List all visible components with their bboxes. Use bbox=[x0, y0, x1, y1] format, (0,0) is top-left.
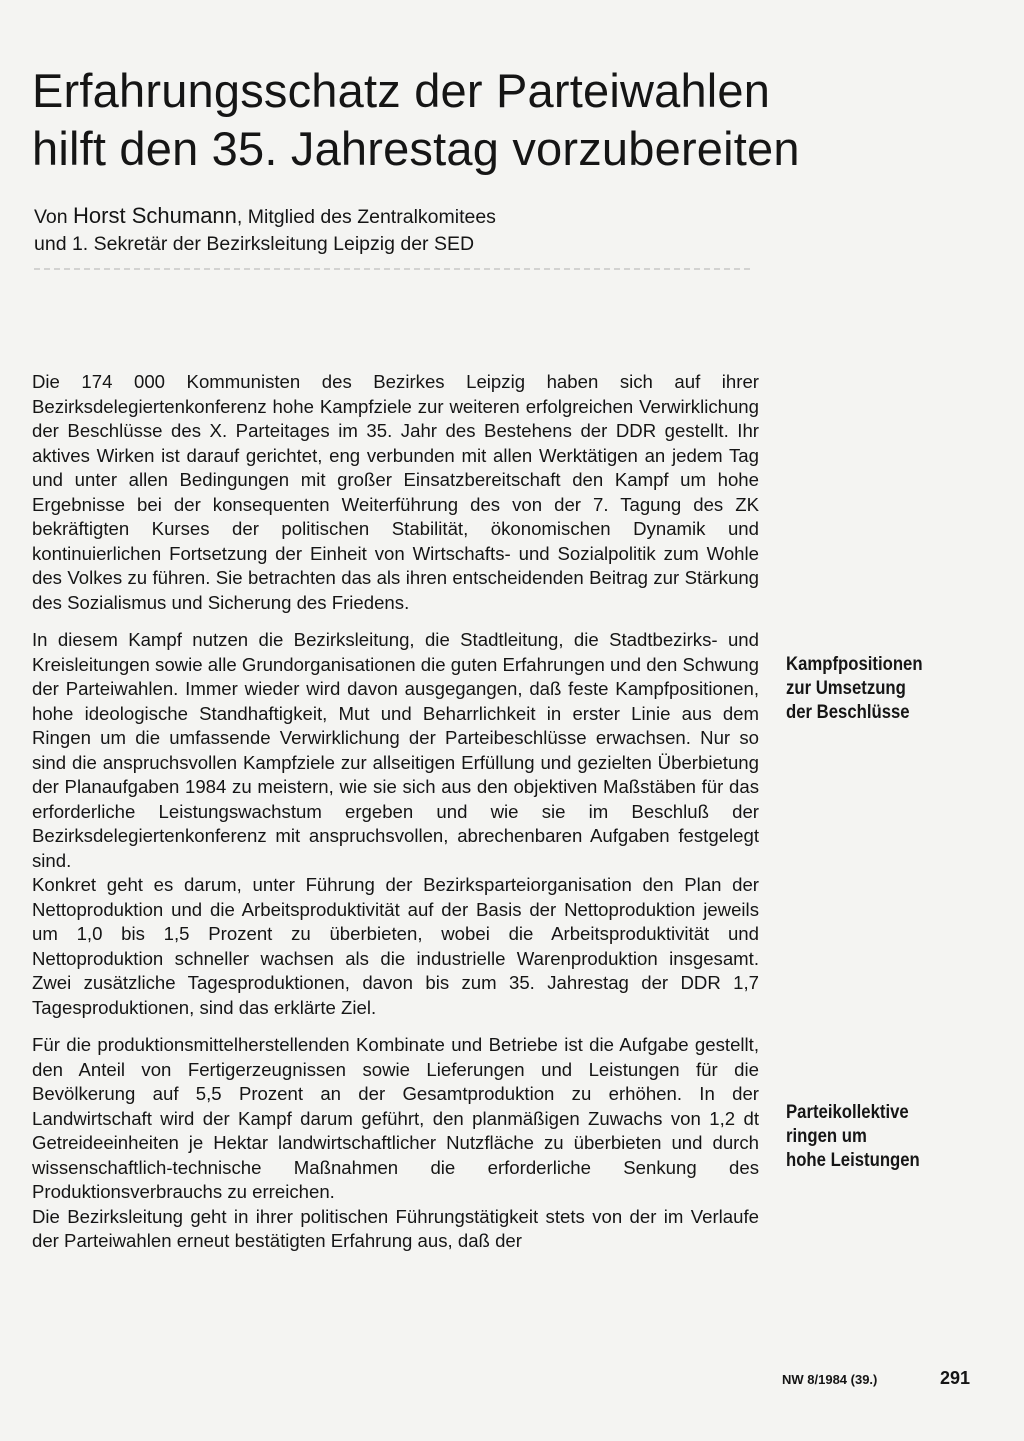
byline-prefix: Von bbox=[34, 206, 68, 228]
header-divider bbox=[34, 268, 754, 270]
sidenote-parteikollektive bbox=[786, 1101, 944, 1173]
sidenote-2-line-1: Parteikollektive bbox=[786, 1102, 909, 1123]
sidenote-1-line-3: der Beschlüsse bbox=[786, 702, 910, 723]
issue-reference: NW 8/1984 (39.) bbox=[782, 1372, 878, 1387]
sidenote-1-line-2: zur Umsetzung bbox=[786, 678, 906, 699]
sidenote-1-line-1: Kampfpositionen bbox=[786, 654, 923, 675]
paragraph-2: In diesem Kampf nutzen die Bezirksleitung, die Stadtleitung, die Stadtbezirks- und Kreisleitungen sowie alle Grundorganisationen die guten Erfahrungen und den Schwung der Parteiwahlen. Immer wieder wird davon ausgegangen, daß feste Kampfpositionen, hohe ideologische Standhaftigkeit, Mut und Beharrlichkeit in erster Linie aus dem Ringen um die umfassende Verwirklichung der Parteibeschlüsse erwachsen. Nur so sind die anspruchsvollen Kampfziele zur allseitigen Erfüllung und gezielten Überbietung der Planaufgaben 1984 zu meistern, wie sie sich aus den objektiven Maßstäben für das erforderliche Leistungswachstum ergeben und wie sie im Beschluß der Bezirksdelegiertenkonferenz mit anspruchsvollen, abrechenbaren Aufgaben festgelegt sind. bbox=[32, 629, 759, 871]
page-number: 291 bbox=[940, 1368, 971, 1388]
article-body bbox=[32, 370, 759, 1254]
title-line-2: hilft den 35. Jahrestag vorzubereiten bbox=[32, 122, 800, 175]
paragraph-3: Konkret geht es darum, unter Führung der Bezirksparteiorganisation den Plan der Nettoproduktion und die Arbeitsproduktivität auf der Basis der Nettoproduktion jeweils um 1,0 bis 1,5 Prozent zu überbieten, wobei die Arbeitsproduktivität und Nettoproduktion schneller wachsen als die industrielle Warenproduktion insgesamt. Zwei zusätzliche Tagesproduktionen, davon bis zum 35. Jahrestag der DDR 1,7 Tagesproduktionen, sind das erklärte Ziel. bbox=[32, 874, 759, 1018]
paragraph-1: Die 174 000 Kommunisten des Bezirkes Leipzig haben sich auf ihrer Bezirksdelegiertenkonferenz hohe Kampfziele zur weiteren erfolgreichen Verwirklichung der Beschlüsse des X. Parteitages im 35. Jahr des Bestehens der DDR gestellt. Ihr aktives Wirken ist darauf gerichtet, eng verbunden mit allen Werktätigen an jedem Tag und unter allen Bedingungen mit großer Einsatzbereitschaft den Kampf um hohe Ergebnisse bei der konsequenten Weiterführung des von der 7. Tagung des ZK bekräftigten Kurses der politischen Stabilität, ökonomischen Dynamik und kontinuierlichen Fortsetzung der Einheit von Wirtschafts- und Sozialpolitik zum Wohle des Volkes zu führen. Sie betrachten das als ihren entscheidenden Beitrag zur Stärkung des Sozialismus und Sicherung des Friedens. bbox=[32, 371, 759, 613]
article-title bbox=[32, 62, 992, 178]
author-name: Horst Schumann bbox=[73, 203, 237, 228]
byline-role: , Mitglied des Zentralkomitees bbox=[236, 206, 496, 228]
byline-position: und 1. Sekretär der Bezirksleitung Leipzig der SED bbox=[34, 233, 475, 255]
sidenote-2-line-3: hohe Leistungen bbox=[786, 1150, 920, 1171]
sidenote-2-line-2: ringen um bbox=[786, 1126, 867, 1147]
byline bbox=[34, 202, 934, 258]
title-line-1: Erfahrungsschatz der Parteiwahlen bbox=[32, 64, 771, 117]
paragraph-4: Für die produktionsmittelherstellenden Kombinate und Betriebe ist die Aufgabe gestellt, den Anteil von Fertigerzeugnissen sowie Lieferungen und Leistungen für die Bevölkerung auf 5,5 Prozent an der Gesamtproduktion zu erhöhen. In der Landwirtschaft wird der Kampf darum geführt, den planmäßigen Zuwachs von 1,2 dt Getreideeinheiten je Hektar landwirtschaftlicher Nutzfläche zu überbieten und durch wissenschaftlich-technische Maßnahmen die erforderliche Senkung des Produktionsverbrauchs zu erreichen. bbox=[32, 1034, 759, 1202]
sidenote-kampfpositionen bbox=[786, 653, 944, 725]
paragraph-5: Die Bezirksleitung geht in ihrer politischen Führungstätigkeit stets von der im Verlaufe der Parteiwahlen erneut bestätigten Erfahrung aus, daß der bbox=[32, 1205, 759, 1251]
